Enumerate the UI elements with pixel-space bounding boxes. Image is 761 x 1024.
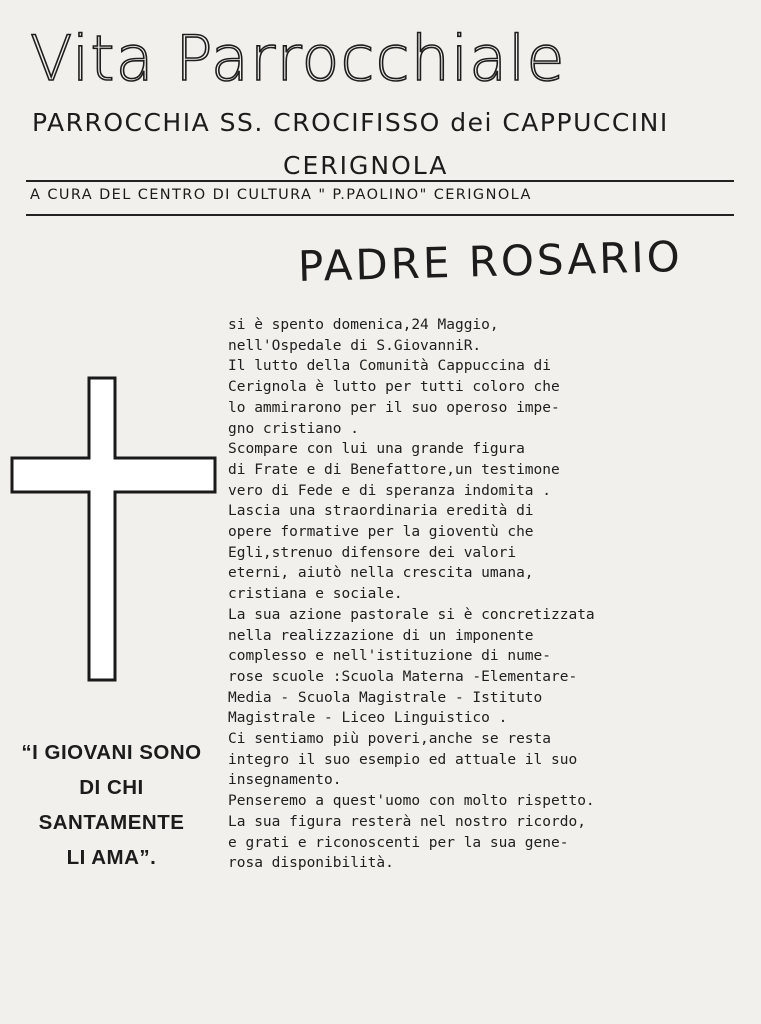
article-line: nella realizzazione di un imponente: [228, 627, 534, 644]
masthead-rule-bottom: [26, 214, 734, 216]
article-line: La sua azione pastorale si è concretizzata: [228, 606, 595, 623]
motto-line: DI CHI: [79, 776, 144, 799]
article-headline: PADRE ROSARIO: [297, 231, 684, 291]
article-line: Penseremo a quest'uomo con molto rispetto.: [228, 793, 595, 810]
article-line: di Frate e di Benefattore,un testimone: [228, 461, 560, 478]
article-line: Magistrale - Liceo Linguistico .: [228, 710, 508, 727]
article-line: opere formative per la gioventù che: [228, 524, 534, 541]
latin-cross-icon: [10, 376, 220, 686]
article-line: Media - Scuola Magistrale - Istituto: [228, 689, 543, 706]
article-line: cristiana e sociale.: [228, 586, 403, 603]
article-body: [228, 315, 748, 874]
article-line: Ci sentiamo più poveri,anche se resta: [228, 731, 552, 748]
article-line: nell'Ospedale di S.GiovanniR.: [228, 337, 482, 354]
article-line: insegnamento.: [228, 772, 342, 789]
article-line: Il lutto della Comunità Cappuccina di: [228, 358, 552, 375]
article-line: Scompare con lui una grande figura: [228, 441, 525, 458]
article-line: vero di Fede e di speranza indomita .: [228, 482, 552, 499]
masthead-title: Vita Parrocchiale: [30, 22, 566, 95]
article-line: La sua figura resterà nel nostro ricordo,: [228, 813, 586, 830]
article-line: lo ammirarono per il suo operoso impe-: [228, 399, 560, 416]
article-line: e grati e riconoscenti per la sua gene-: [228, 834, 569, 851]
motto-line: “I GIOVANI SONO: [21, 741, 202, 764]
parish-name: PARROCCHIA SS. CROCIFISSO dei CAPPUCCINI: [32, 108, 669, 137]
article-line: gno cristiano .: [228, 420, 359, 437]
city-name: CERIGNOLA: [283, 151, 449, 180]
article-line: eterni, aiutò nella crescita umana,: [228, 565, 534, 582]
masthead-subline: A CURA DEL CENTRO DI CULTURA " P.PAOLINO" CERIGNOLA: [30, 187, 532, 203]
article-line: complesso e nell'istituzione di nume-: [228, 648, 552, 665]
motto-line: LI AMA”.: [66, 846, 157, 869]
motto-quote: [4, 735, 219, 875]
article-line: Lascia una straordinaria eredità di: [228, 503, 534, 520]
masthead-rule-top: [26, 180, 734, 182]
motto-line: SANTAMENTE: [38, 811, 185, 834]
article-line: integro il suo esempio ed attuale il suo: [228, 751, 578, 768]
article-line: si è spento domenica,24 Maggio,: [228, 317, 499, 333]
article-line: Cerignola è lutto per tutti coloro che: [228, 379, 560, 396]
article-line: Egli,strenuo difensore dei valori: [228, 544, 517, 561]
article-line: rose scuole :Scuola Materna -Elementare-: [228, 668, 578, 685]
article-line: rosa disponibilità.: [228, 855, 394, 872]
